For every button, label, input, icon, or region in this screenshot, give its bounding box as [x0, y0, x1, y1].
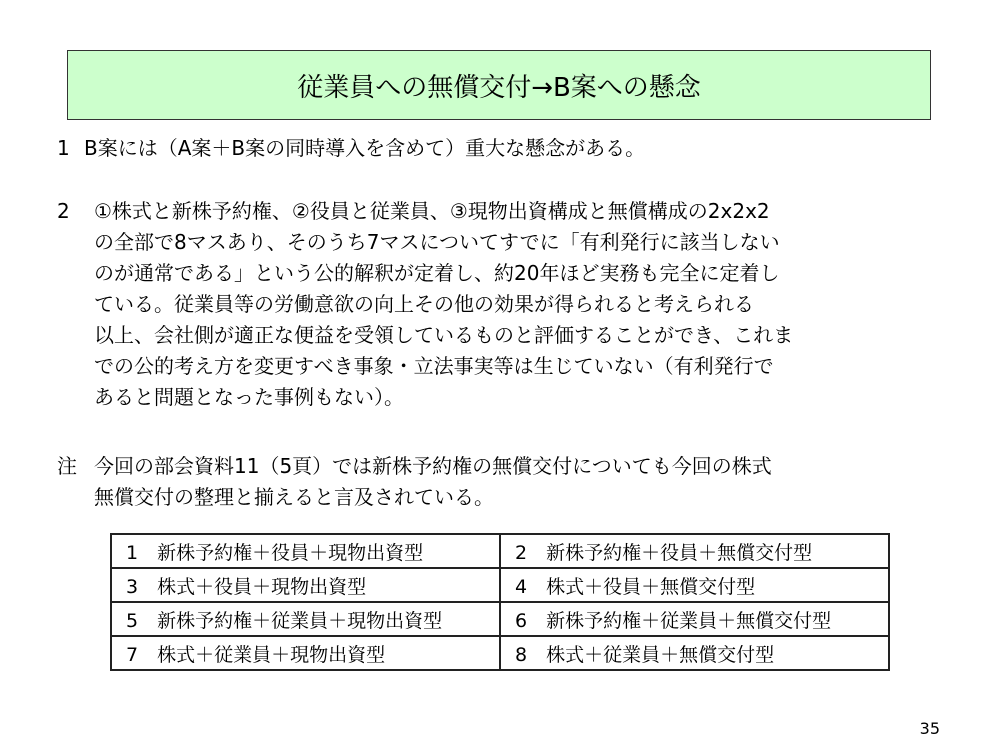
- table-cell: 4 株式＋役員＋無償交付型: [500, 568, 889, 602]
- page-number: 35: [919, 719, 940, 738]
- table-cell: 6 新株予約権＋従業員＋無償交付型: [500, 602, 889, 636]
- table-row: [111, 568, 889, 602]
- table-cell: 7 株式＋従業員＋現物出資型: [111, 636, 500, 670]
- paragraph-text: B案には（A案＋B案の同時導入を含めて）重大な懸念がある。: [84, 136, 646, 160]
- table-cell: 2 新株予約権＋役員＋無償交付型: [500, 534, 889, 568]
- text-line: での公的考え方を変更すべき事象・立法事実等は生じていない（有利発行で: [94, 354, 774, 378]
- text-line: あると問題となった事例もない）。: [94, 385, 404, 409]
- table-cell: 1 新株予約権＋役員＋現物出資型: [111, 534, 500, 568]
- paragraph-number: 2: [57, 199, 70, 223]
- slide-title: 従業員への無償交付→B案への懸念: [297, 72, 701, 103]
- text-line: ている。従業員等の労働意欲の向上その他の効果が得られると考えられる: [94, 292, 754, 316]
- text-line: ①株式と新株予約権、②役員と従業員、③現物出資構成と無償構成の2x2x2: [94, 199, 770, 223]
- note-body: [94, 451, 904, 513]
- text-line: 今回の部会資料11（5頁）では新株予約権の無償交付についても今回の株式: [94, 454, 772, 478]
- note-paragraph: [57, 451, 904, 513]
- text-line: 無償交付の整理と揃えると言及されている。: [94, 485, 494, 509]
- slide-title-box: [67, 50, 931, 120]
- text-line: の全部で8マスあり、そのうち7マスについてすでに「有利発行に該当しない: [94, 230, 780, 254]
- table-cell: 5 新株予約権＋従業員＋現物出資型: [111, 602, 500, 636]
- table-cell: 3 株式＋役員＋現物出資型: [111, 568, 500, 602]
- table-row: [111, 534, 889, 568]
- paragraph-body: [94, 196, 904, 413]
- note-label: 注: [57, 454, 77, 478]
- paragraph-1: [57, 133, 894, 164]
- paragraph-2: [57, 196, 904, 413]
- paragraph-number: 1: [57, 136, 70, 160]
- text-line: のが通常である」という公的解釈が定着し、約20年ほど実務も完全に定着し: [94, 261, 780, 285]
- table-row: [111, 602, 889, 636]
- classification-table: [110, 533, 890, 671]
- table-cell: 8 株式＋従業員＋無償交付型: [500, 636, 889, 670]
- table-row: [111, 636, 889, 670]
- text-line: 以上、会社側が適正な便益を受領しているものと評価することができ、これま: [94, 323, 794, 347]
